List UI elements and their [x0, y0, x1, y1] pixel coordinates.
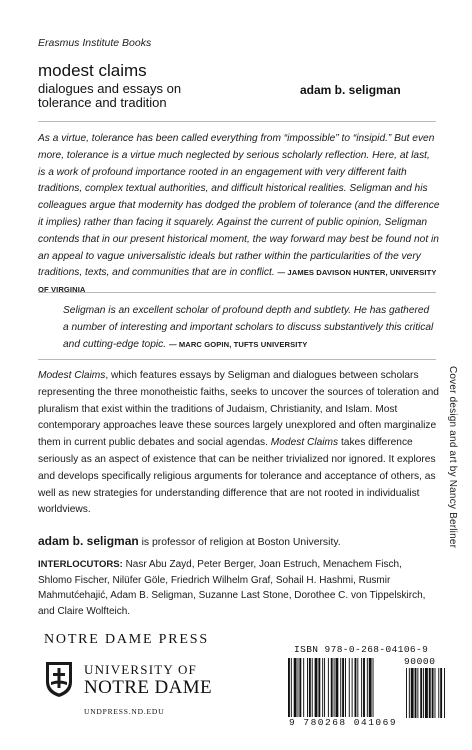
endorsement-gopin	[63, 303, 435, 353]
interlocutors-list	[38, 557, 438, 619]
book-title: modest claims	[38, 61, 147, 80]
subtitle-line-1: dialogues and essays on	[38, 81, 182, 96]
book-subtitle	[38, 82, 181, 110]
quote-divider-bottom	[38, 359, 436, 360]
university-line-1: UNIVERSITY OF	[84, 662, 197, 677]
university-line-2: NOTRE DAME	[84, 677, 213, 698]
title-reference: Modest Claims	[38, 370, 106, 381]
bio-name: adam b. seligman	[38, 534, 139, 548]
endorsement-hunter	[38, 131, 440, 299]
header-divider	[38, 121, 436, 122]
author-bio	[38, 534, 438, 550]
endorsement-attribution: — JAMES DAVISON HUNTER, UNIVERSITY OF VIRGINIA	[38, 268, 437, 295]
university-seal-icon	[44, 660, 74, 698]
endorsement-attribution: — MARC GOPIN, TUFTS UNIVERSITY	[168, 339, 308, 349]
quote-divider-top	[38, 292, 436, 293]
publisher-url: UNDPRESS.ND.EDU	[84, 707, 165, 716]
barcode-digits: 9 780268 041069	[289, 717, 398, 728]
description-text-1: , which features essays by Seligman and dialogues between scholars representing the three monotheistic faiths, seeks to uncover the sources of toleration and pluralism that exist within the traditions of Judaism, Christianity, and Islam. Most contemporary approaches leave these sources largely unexplored and often marginalize them in current public debates and social agendas.	[38, 370, 439, 449]
description-text-2: takes difference seriously as an aspect of existence that can be neither trivialized nor ignored. It explores and develops specifically religious arguments for tolerance and acceptance of others, as well as new strategies for understanding difference that are not rooted in individualist worldviews.	[38, 437, 436, 516]
press-name: NOTRE DAME PRESS	[44, 632, 209, 647]
cover-credit: Cover design and art by Nancy Berliner	[447, 366, 458, 549]
endorsement-text: As a virtue, tolerance has been called everything from “impossible” to “insipid.” But even more, tolerance is a virtue much neglected by serious scholarly reflection. Here, at last, is a work of profound importance rooted in an engagement with very different faith traditions, complex textual authorities, and difficult historical realities. Seligman and his colleagues argue that modernity has dodged the problem of tolerance (and the difference it implies) rather than facing it squarely. Against the current of public opinion, Seligman contends that in our present historical moment, the way forward may best be found not in an appeal to vague universalistic ideals but rather within the particularities of the very traditions, texts, and communities that are in conflict.	[38, 133, 440, 279]
title-reference: Modest Claims	[270, 437, 339, 449]
bio-text: is professor of religion at Boston University.	[138, 537, 341, 548]
author-name: adam b. seligman	[300, 83, 401, 97]
endorsement-text: Seligman is an excellent scholar of profound depth and subtlety. He has gathered a number of interesting and important scholars to discuss substantively this critical and cutting-edge topic.	[63, 305, 434, 350]
interlocutors-label: INTERLOCUTORS:	[38, 559, 123, 570]
subtitle-line-2: tolerance and tradition	[38, 95, 167, 110]
isbn-label: ISBN 978-0-268-04106-9	[294, 644, 429, 655]
series-name: Erasmus Institute Books	[38, 37, 152, 49]
interlocutors-names: Nasr Abu Zayd, Peter Berger, Joan Estruch, Menachem Fisch, Shlomo Fischer, Nilüfer Göle, Friedrich Wilhelm Graf, Sohail H. Hashmi, Rusmir Mahmutćehajić, Adam B. Seligman, Suzanne Last Stone, Dorothee C. von Tippelskirch, and Claire Wolfteich.	[38, 559, 426, 617]
book-description	[38, 368, 440, 519]
price-code: 90000	[404, 656, 436, 667]
